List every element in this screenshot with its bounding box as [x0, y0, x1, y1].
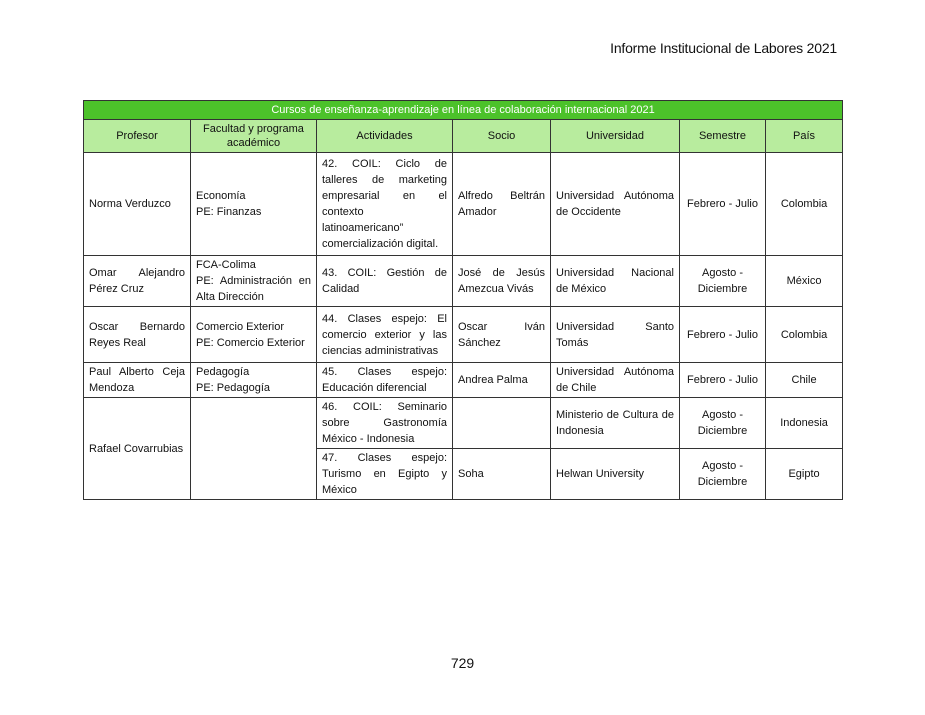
col-header-semestre: Semestre: [680, 120, 766, 153]
cell-pais: México: [766, 256, 843, 307]
cell-actividades: 45. Clases espejo: Educación diferencial: [317, 363, 453, 398]
cell-semestre: Agosto - Diciembre: [680, 398, 766, 449]
cell-universidad: Universidad Autónoma de Occidente: [551, 153, 680, 256]
page-number: 729: [450, 655, 475, 671]
cell-profesor: Norma Verduzco: [84, 153, 191, 256]
cell-facultad: [191, 307, 317, 363]
cell-pais: Colombia: [766, 153, 843, 256]
cell-facultad-name: Pedagogía: [196, 366, 250, 378]
table-row: [84, 363, 843, 398]
cell-socio: Soha: [453, 449, 551, 500]
table-row: [84, 307, 843, 363]
cell-universidad: Universidad Santo Tomás: [551, 307, 680, 363]
cell-pais: Chile: [766, 363, 843, 398]
collaboration-courses-table: [83, 100, 843, 500]
cell-actividades: 47. Clases espejo: Turismo en Egipto y México: [317, 449, 453, 500]
cell-pais: Egipto: [766, 449, 843, 500]
col-header-pais: País: [766, 120, 843, 153]
cell-universidad: Universidad Nacional de México: [551, 256, 680, 307]
cell-universidad: Helwan University: [551, 449, 680, 500]
cell-pais: Colombia: [766, 307, 843, 363]
cell-semestre: Agosto - Diciembre: [680, 256, 766, 307]
table-header-row: [84, 120, 843, 153]
cell-facultad: [191, 256, 317, 307]
col-header-profesor: Profesor: [84, 120, 191, 153]
cell-facultad-programa: PE: Pedagogía: [196, 382, 271, 394]
col-header-universidad: Universidad: [551, 120, 680, 153]
cell-facultad-name: Comercio Exterior: [196, 320, 285, 333]
table-row: [84, 398, 843, 449]
cell-profesor: Omar Alejandro Pérez Cruz: [84, 256, 191, 307]
cell-facultad-programa: PE: Finanzas: [196, 206, 262, 218]
cell-pais: Indonesia: [766, 398, 843, 449]
cell-semestre: Febrero - Julio: [680, 307, 766, 363]
table-row: [84, 256, 843, 307]
cell-semestre: Agosto - Diciembre: [680, 449, 766, 500]
cell-semestre: Febrero - Julio: [680, 153, 766, 256]
cell-profesor: Rafael Covarrubias: [84, 398, 191, 500]
cell-facultad-name: Economía: [196, 190, 246, 202]
cell-actividades: 44. Clases espejo: El comercio exterior y las ciencias administrativas: [317, 307, 453, 363]
cell-socio: José de Jesús Amezcua Vivás: [453, 256, 551, 307]
cell-universidad: Universidad Autónoma de Chile: [551, 363, 680, 398]
cell-facultad: [191, 363, 317, 398]
cell-socio: [453, 398, 551, 449]
cell-facultad: [191, 398, 317, 500]
cell-socio: Alfredo Beltrán Amador: [453, 153, 551, 256]
cell-socio: Oscar Iván Sánchez: [453, 307, 551, 363]
cell-facultad-programa: PE: Administración en Alta Dirección: [196, 275, 311, 303]
table-title-row: [84, 101, 843, 120]
cell-universidad: Ministerio de Cultura de Indonesia: [551, 398, 680, 449]
col-header-socio: Socio: [453, 120, 551, 153]
cell-profesor: Paul Alberto Ceja Mendoza: [84, 363, 191, 398]
col-header-facultad: Facultad y programa académico: [191, 120, 317, 153]
cell-facultad-programa: PE: Comercio Exterior: [196, 336, 305, 349]
cell-facultad-name: FCA-Colima: [196, 259, 256, 271]
table-row: [84, 153, 843, 256]
col-header-actividades: Actividades: [317, 120, 453, 153]
cell-actividades: 46. COIL: Seminario sobre Gastronomía México - Indonesia: [317, 398, 453, 449]
cell-semestre: Febrero - Julio: [680, 363, 766, 398]
cell-actividades: 42. COIL: Ciclo de talleres de marketing empresarial en el contexto latinoamericano” comercialización digital.: [317, 153, 453, 256]
cell-actividades: 43. COIL: Gestión de Calidad: [317, 256, 453, 307]
cell-facultad: [191, 153, 317, 256]
table-title: Cursos de enseñanza-aprendizaje en línea de colaboración internacional 2021: [84, 101, 843, 120]
page-header: Informe Institucional de Labores 2021: [610, 40, 837, 56]
cell-socio: Andrea Palma: [453, 363, 551, 398]
cell-profesor: Oscar Bernardo Reyes Real: [84, 307, 191, 363]
